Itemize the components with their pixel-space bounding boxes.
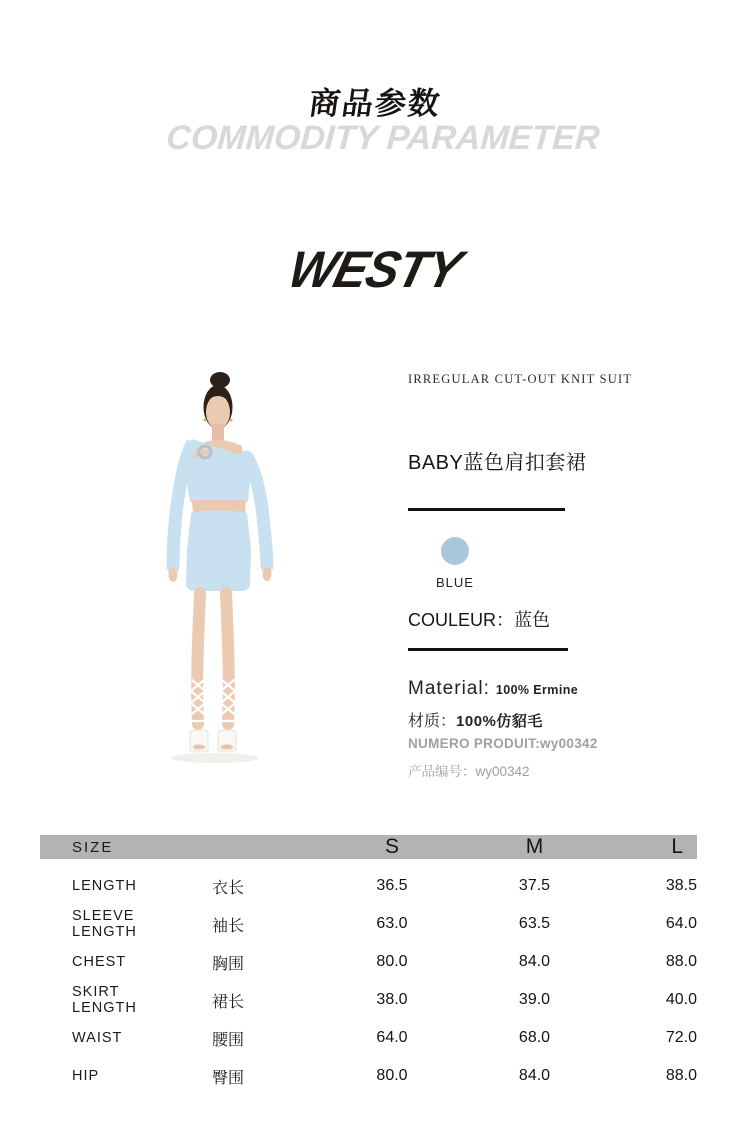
row-value-m: 84.0 [518, 1067, 551, 1084]
model-illustration [120, 350, 380, 780]
material-row-en [408, 678, 578, 700]
product-name: BABY蓝色肩扣套裙 [408, 452, 587, 474]
row-value-l: 38.5 [665, 877, 697, 894]
size-table-body [40, 867, 697, 1095]
row-value-m: 63.5 [518, 915, 551, 932]
product-code-row-cn [408, 760, 530, 780]
row-value-l: 88.0 [665, 1067, 697, 1084]
size-table [40, 835, 697, 1095]
material-value-cn: 100%仿貂毛 [456, 713, 543, 730]
table-row-chest [40, 943, 697, 981]
row-label-en: CHEST [72, 954, 127, 970]
row-label-en: SKIRT LENGTH [72, 984, 137, 1016]
material-value-en: 100% Ermine [495, 683, 579, 697]
color-name-label: BLUE [436, 575, 474, 590]
divider-line [408, 648, 568, 651]
row-value-m: 84.0 [518, 953, 551, 970]
product-code-label-fr: NUMERO PRODUIT: [408, 736, 540, 751]
row-value-m: 39.0 [518, 991, 551, 1008]
row-label-en: HIP [72, 1068, 100, 1084]
page-header [0, 86, 750, 156]
header-size-s: S [384, 835, 399, 858]
row-value-l: 88.0 [665, 953, 697, 970]
row-value-l: 72.0 [665, 1029, 697, 1046]
brand-logo-text: WESTY [283, 241, 467, 299]
row-label-en: SLEEVE LENGTH [72, 908, 137, 940]
brand-logo [0, 242, 750, 298]
product-subtitle-en: IRREGULAR CUT-OUT KNIT SUIT [408, 372, 633, 386]
row-label-cn: 衣长 [212, 879, 245, 897]
watermark-text: COMMODITY PARAMETER [165, 119, 601, 157]
table-row-waist [40, 1019, 697, 1057]
table-row-sleeve-length [40, 905, 697, 943]
row-value-s: 80.0 [376, 1067, 408, 1084]
product-code-value-cn: wy00342 [475, 764, 530, 779]
row-value-s: 36.5 [376, 877, 408, 894]
table-row-length [40, 867, 697, 905]
row-label-cn: 腰围 [212, 1031, 245, 1049]
row-value-m: 37.5 [518, 877, 551, 894]
header-size-m: M [525, 835, 544, 858]
page-title: 商品参数 [306, 86, 444, 121]
row-value-l: 64.0 [665, 915, 697, 932]
row-value-m: 68.0 [518, 1029, 551, 1046]
product-info [408, 370, 688, 790]
divider-line [408, 508, 565, 511]
row-label-cn: 裙长 [212, 993, 245, 1011]
row-value-s: 64.0 [376, 1029, 408, 1046]
material-label-cn: 材质： [408, 713, 457, 730]
row-value-l: 40.0 [665, 991, 697, 1008]
product-code-row-fr [408, 736, 598, 751]
row-value-s: 63.0 [376, 915, 408, 932]
row-value-s: 80.0 [376, 953, 408, 970]
header-size: SIZE [72, 838, 114, 856]
row-label-cn: 臀围 [212, 1069, 245, 1087]
couleur-label: COULEUR： [408, 610, 515, 630]
row-label-en: WAIST [72, 1030, 123, 1046]
header-size-l: L [671, 835, 683, 858]
table-row-hip [40, 1057, 697, 1095]
row-label-en: LENGTH [72, 878, 137, 894]
material-row-cn [408, 708, 543, 731]
couleur-value: 蓝色 [514, 610, 551, 630]
row-label-cn: 袖长 [212, 917, 245, 935]
product-model-photo [120, 350, 380, 780]
product-code-label-cn: 产品编号： [408, 764, 476, 779]
size-table-header [40, 835, 697, 859]
couleur-row [408, 606, 550, 632]
material-label-en: Material: [408, 678, 490, 699]
color-swatch-blue [441, 537, 469, 565]
product-code-value-fr: wy00342 [540, 736, 598, 751]
row-label-cn: 胸围 [212, 955, 245, 973]
table-row-skirt-length [40, 981, 697, 1019]
row-value-s: 38.0 [376, 991, 408, 1008]
